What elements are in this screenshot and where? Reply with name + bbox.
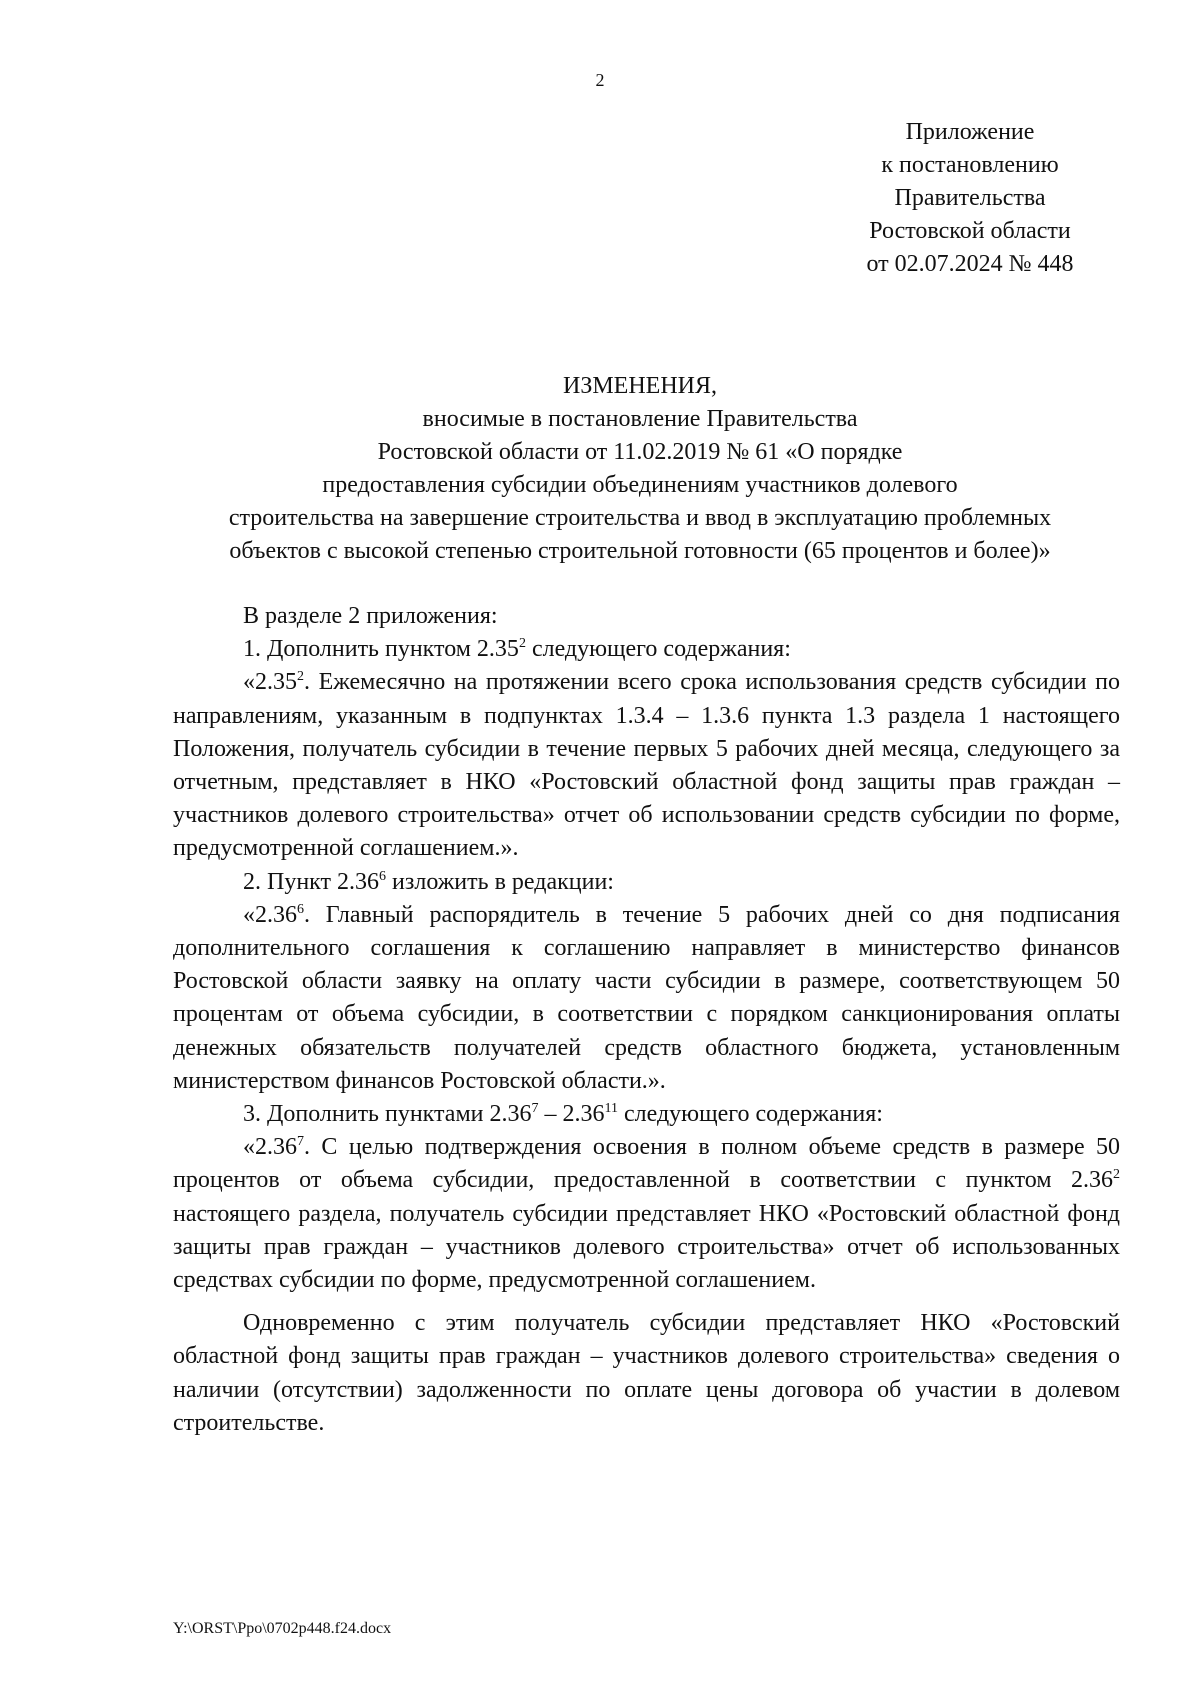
appendix-line: Ростовской области [869, 218, 1071, 244]
item-3-paragraph-2: Одновременно с этим получатель субсидии представляет НКО «Ростовский областной фонд защиты прав граждан – участников долевого строительства» сведения о наличии (отсутствии) задолженности по оплате цены договора об участии в долевом строительстве. [173, 1310, 1120, 1436]
title-line: Ростовской области от 11.02.2019 № 61 «О порядке [377, 439, 903, 465]
appendix-line: от 02.07.2024 № 448 [866, 251, 1074, 277]
title-heading: ИЗМЕНЕНИЯ, [562, 373, 718, 399]
appendix-line: к постановлению [881, 152, 1059, 178]
title-line: предоставления субсидии объединениям участников долевого [322, 472, 958, 498]
title-line: вносимые в постановление Правительства [422, 406, 858, 432]
intro-paragraph: В разделе 2 приложения: [243, 603, 498, 629]
page-number: 2 [595, 70, 605, 90]
title-line: объектов с высокой степенью строительной готовности (65 процентов и более)» [229, 538, 1051, 564]
document-body [173, 600, 1120, 1440]
appendix-line: Правительства [894, 185, 1046, 211]
file-path-footer: Y:\ORST\Ppo\0702p448.f24.docx [173, 1620, 392, 1637]
appendix-line: Приложение [905, 119, 1035, 145]
item-2-quote: «2.36$^6$. Главный распорядитель в течение 5 рабочих дней со дня подписания дополнительного соглашения к соглашению направляет в министерство финансов Ростовской области заявку на оплату части субсидии в размере, соответствующем 50 процентам от объема субсидии, в соответствии с порядком санкционирования оплаты денежных обязательств получателей средств областного бюджета, установленным министерством финансов Ростовской области.». [173, 901, 1120, 1094]
title-line: строительства на завершение строительства и ввод в эксплуатацию проблемных [228, 505, 1052, 531]
document-title [150, 370, 1130, 568]
item-3-lead: 3. Дополнить пунктами 2.36$^7$ – 2.36$^{11}$ следующего содержания: [243, 1101, 883, 1128]
item-1-lead: 1. Дополнить пунктом 2.35$^2$ следующего содержания: [243, 636, 791, 663]
item-3-quote: «2.36$^7$. С целью подтверждения освоения в полном объеме средств в размере 50 процентов от объема субсидии, предоставленной в соответствии с пунктом 2.36$^2$ настоящего раздела, получатель субсидии представляет НКО «Ростовский областной фонд защиты прав граждан – участников долевого строительства» отчет об использованных средствах субсидии по форме, предусмотренной соглашением. [173, 1134, 1120, 1294]
item-1-quote: «2.35$^2$. Ежемесячно на протяжении всего срока использования средств субсидии по направлениям, указанным в подпунктах 1.3.4 – 1.3.6 пункта 1.3 раздела 1 настоящего Положения, получатель субсидии в течение первых 5 рабочих дней месяца, следующего за отчетным, представляет в НКО «Ростовский областной фонд защиты прав граждан – участников долевого строительства» отчет об использовании средств субсидии по форме, предусмотренной соглашением.». [173, 669, 1120, 862]
appendix-block [820, 116, 1120, 281]
item-2-lead: 2. Пункт 2.36$^6$ изложить в редакции: [243, 868, 614, 895]
